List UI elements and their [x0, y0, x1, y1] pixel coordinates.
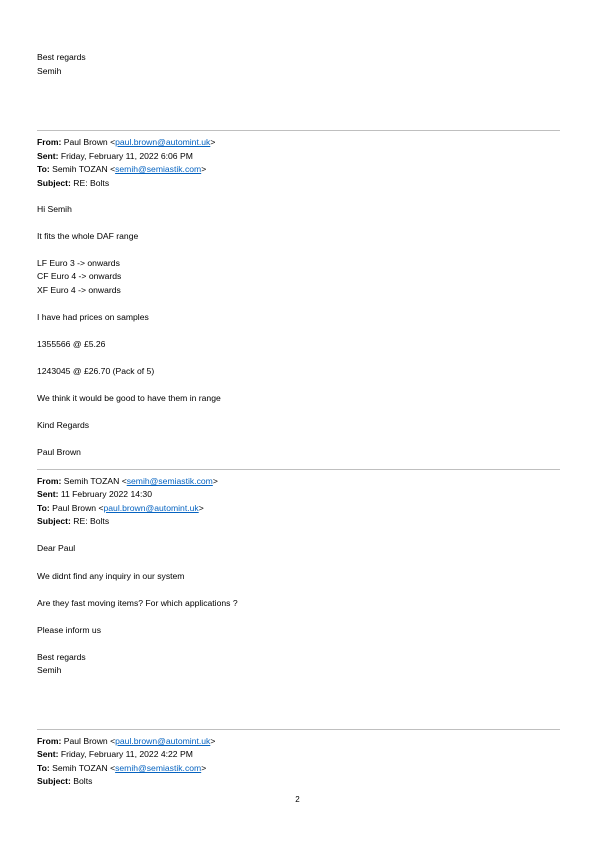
from-email-link[interactable]: paul.brown@automint.uk	[115, 137, 211, 147]
sent-line: Sent: Friday, February 11, 2022 4:22 PM	[37, 749, 193, 759]
from-email-link[interactable]: paul.brown@automint.uk	[115, 736, 211, 746]
body-line: Please inform us	[37, 625, 102, 635]
subject-line: Subject: Bolts	[37, 776, 93, 786]
body-line: We think it would be good to have them in range	[37, 393, 221, 403]
body-line: 1355566 @ £5.26	[37, 339, 106, 349]
to-email-link[interactable]: semih@semiastik.com	[115, 763, 202, 773]
body-line: Best regards	[37, 652, 86, 662]
to-line: To: Semih TOZAN <semih@semiastik.com>	[37, 164, 207, 174]
header-divider	[37, 469, 560, 470]
body-line: Are they fast moving items? For which applications ?	[37, 598, 238, 608]
body-line: We didnt find any inquiry in our system	[37, 571, 185, 581]
sender-signature: Semih	[37, 66, 62, 76]
sent-line: Sent: 11 February 2022 14:30	[37, 489, 152, 499]
from-line: From: Paul Brown <paul.brown@automint.uk>	[37, 137, 216, 147]
body-line: XF Euro 4 -> onwards	[37, 285, 121, 295]
to-line: To: Paul Brown <paul.brown@automint.uk>	[37, 503, 204, 513]
from-line: From: Semih TOZAN <semih@semiastik.com>	[37, 476, 218, 486]
from-line: From: Paul Brown <paul.brown@automint.uk>	[37, 736, 216, 746]
body-line: Hi Semih	[37, 204, 72, 214]
from-email-link[interactable]: semih@semiastik.com	[126, 476, 213, 486]
body-line: CF Euro 4 -> onwards	[37, 271, 122, 281]
body-line: It fits the whole DAF range	[37, 231, 139, 241]
subject-line: Subject: RE: Bolts	[37, 516, 110, 526]
to-email-link[interactable]: semih@semiastik.com	[115, 164, 202, 174]
body-line: Paul Brown	[37, 447, 81, 457]
body-line: Dear Paul	[37, 543, 76, 553]
body-line: Kind Regards	[37, 420, 90, 430]
body-line: LF Euro 3 -> onwards	[37, 258, 120, 268]
body-line: I have had prices on samples	[37, 312, 149, 322]
page-number: 2	[295, 795, 300, 804]
header-divider	[37, 130, 560, 131]
body-line: Semih	[37, 665, 62, 675]
sent-line: Sent: Friday, February 11, 2022 6:06 PM	[37, 151, 193, 161]
to-line: To: Semih TOZAN <semih@semiastik.com>	[37, 763, 207, 773]
to-email-link[interactable]: paul.brown@automint.uk	[103, 503, 199, 513]
closing-text: Best regards	[37, 52, 86, 62]
body-line: 1243045 @ £26.70 (Pack of 5)	[37, 366, 155, 376]
header-divider	[37, 729, 560, 730]
subject-line: Subject: RE: Bolts	[37, 178, 110, 188]
